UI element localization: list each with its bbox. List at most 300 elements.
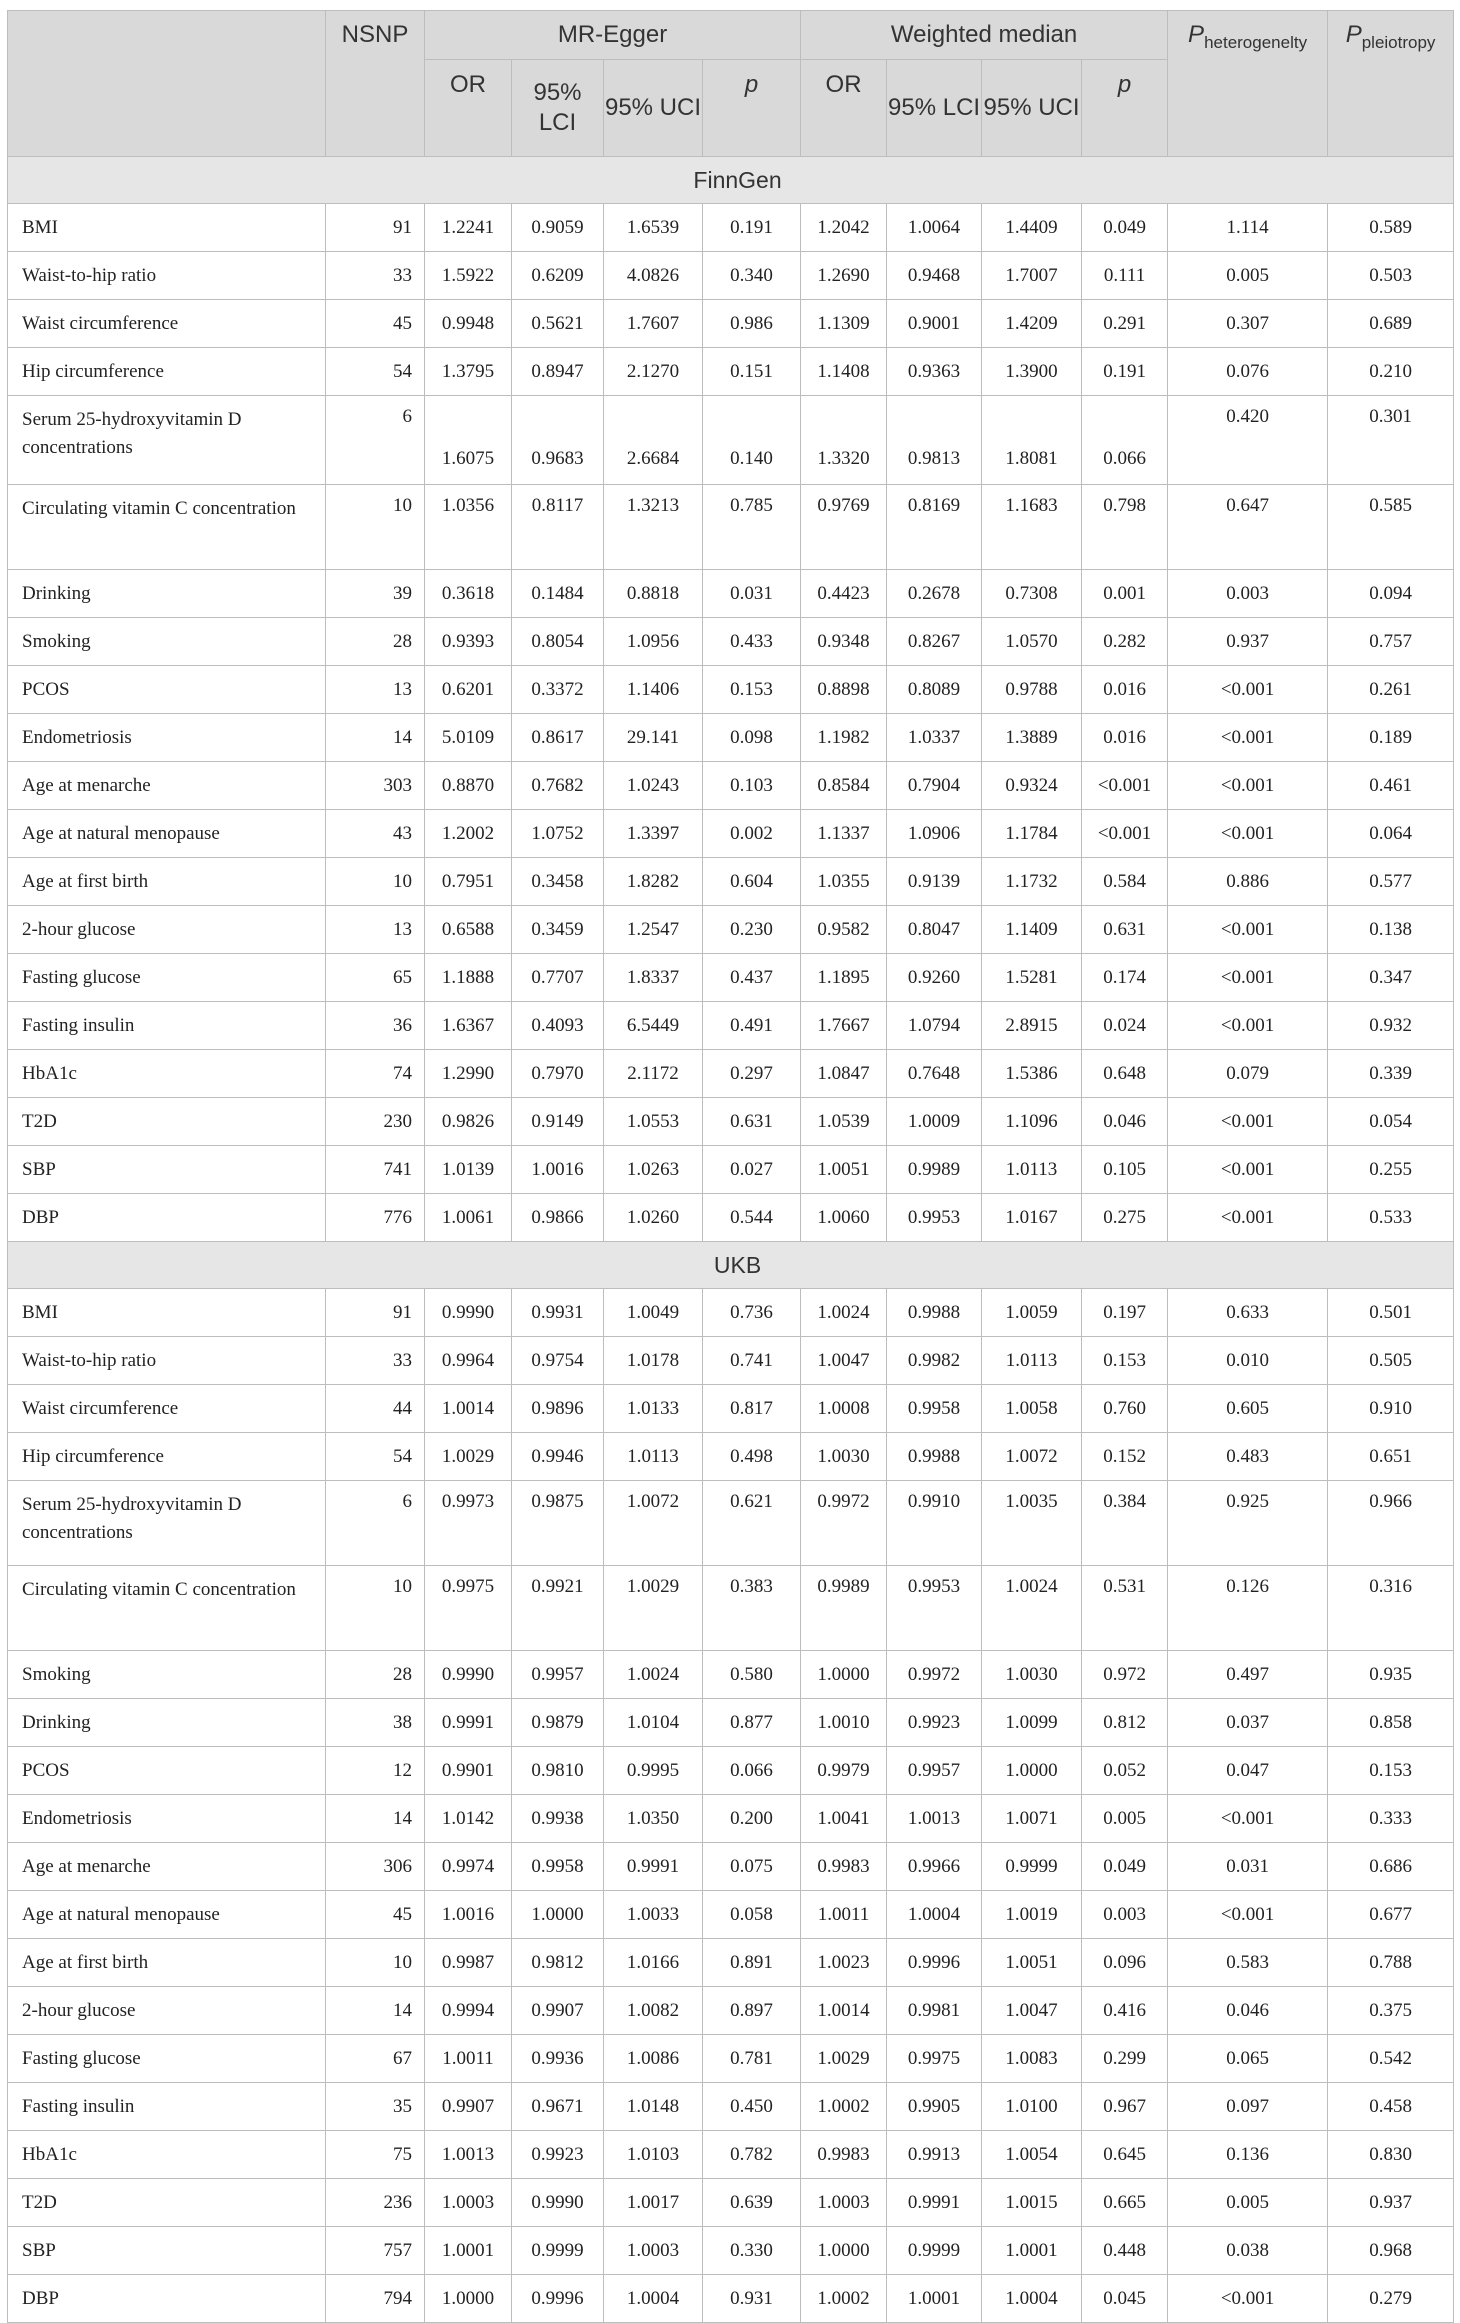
egger-uci-cell: 1.1406 — [604, 666, 703, 714]
p-pleiotropy-cell: 0.301 — [1328, 396, 1454, 485]
table-row — [8, 2179, 1454, 2227]
egger-or-cell: 0.9990 — [425, 1651, 512, 1699]
p-pleiotropy-cell: 0.064 — [1328, 810, 1454, 858]
wm-lci-cell: 1.0001 — [887, 2275, 982, 2323]
egger-uci-cell: 1.0113 — [604, 1433, 703, 1481]
p-pleiotropy-cell: 0.966 — [1328, 1481, 1454, 1566]
wm-or-cell: 1.1309 — [801, 300, 887, 348]
p-pleiotropy-cell: 0.589 — [1328, 204, 1454, 252]
egger-lci-cell: 0.6209 — [512, 252, 604, 300]
p-heterogeneity-cell: 0.005 — [1168, 252, 1328, 300]
egger-or-cell: 0.9990 — [425, 1289, 512, 1337]
trait-cell: HbA1c — [8, 2131, 326, 2179]
header-mr-egger: MR-Egger — [425, 11, 801, 60]
nsnp-cell: 10 — [326, 858, 425, 906]
table-row — [8, 666, 1454, 714]
header-egger-p: p — [703, 60, 801, 157]
egger-or-cell: 0.9973 — [425, 1481, 512, 1566]
table-row — [8, 1939, 1454, 1987]
egger-or-cell: 1.2241 — [425, 204, 512, 252]
wm-or-cell: 1.0060 — [801, 1194, 887, 1242]
trait-cell: Hip circumference — [8, 348, 326, 396]
egger-uci-cell: 6.5449 — [604, 1002, 703, 1050]
wm-or-cell: 1.3320 — [801, 396, 887, 485]
nsnp-cell: 54 — [326, 348, 425, 396]
header-wm-lci: 95% LCI — [887, 60, 982, 157]
egger-p-cell: 0.140 — [703, 396, 801, 485]
trait-cell: Drinking — [8, 570, 326, 618]
wm-lci-cell: 0.9139 — [887, 858, 982, 906]
nsnp-cell: 38 — [326, 1699, 425, 1747]
wm-uci-cell: 1.3889 — [982, 714, 1082, 762]
egger-lci-cell: 0.5621 — [512, 300, 604, 348]
egger-lci-cell: 0.7707 — [512, 954, 604, 1002]
wm-uci-cell: 1.1732 — [982, 858, 1082, 906]
egger-uci-cell: 1.6539 — [604, 204, 703, 252]
egger-uci-cell: 1.0263 — [604, 1146, 703, 1194]
table-row — [8, 2227, 1454, 2275]
nsnp-cell: 14 — [326, 1987, 425, 2035]
wm-uci-cell: 0.9324 — [982, 762, 1082, 810]
wm-uci-cell: 1.0071 — [982, 1795, 1082, 1843]
nsnp-cell: 13 — [326, 666, 425, 714]
table-row — [8, 954, 1454, 1002]
table-row — [8, 1050, 1454, 1098]
wm-p-cell: 0.416 — [1082, 1987, 1168, 2035]
nsnp-cell: 28 — [326, 618, 425, 666]
egger-or-cell: 0.9948 — [425, 300, 512, 348]
wm-or-cell: 0.9769 — [801, 485, 887, 570]
wm-or-cell: 1.0030 — [801, 1433, 887, 1481]
wm-or-cell: 1.0047 — [801, 1337, 887, 1385]
wm-p-cell: 0.191 — [1082, 348, 1168, 396]
egger-p-cell: 0.631 — [703, 1098, 801, 1146]
wm-or-cell: 1.7667 — [801, 1002, 887, 1050]
p-pleiotropy-cell: 0.333 — [1328, 1795, 1454, 1843]
wm-p-cell: 0.275 — [1082, 1194, 1168, 1242]
egger-uci-cell: 1.2547 — [604, 906, 703, 954]
header-egger-uci: 95% UCI — [604, 60, 703, 157]
p-heterogeneity-cell: 0.605 — [1168, 1385, 1328, 1433]
trait-cell: BMI — [8, 1289, 326, 1337]
table-row — [8, 1891, 1454, 1939]
egger-or-cell: 1.0014 — [425, 1385, 512, 1433]
egger-uci-cell: 1.0029 — [604, 1566, 703, 1651]
egger-or-cell: 0.8870 — [425, 762, 512, 810]
trait-cell: Waist circumference — [8, 1385, 326, 1433]
egger-uci-cell: 0.9991 — [604, 1843, 703, 1891]
table-row — [8, 1433, 1454, 1481]
egger-uci-cell: 2.1172 — [604, 1050, 703, 1098]
wm-uci-cell: 1.0167 — [982, 1194, 1082, 1242]
wm-uci-cell: 1.0100 — [982, 2083, 1082, 2131]
table-row — [8, 485, 1454, 570]
p-pleiotropy-cell: 0.937 — [1328, 2179, 1454, 2227]
p-heterogeneity-cell: 0.583 — [1168, 1939, 1328, 1987]
egger-or-cell: 1.0001 — [425, 2227, 512, 2275]
nsnp-cell: 91 — [326, 204, 425, 252]
wm-p-cell: 0.024 — [1082, 1002, 1168, 1050]
p-heterogeneity-cell: 0.097 — [1168, 2083, 1328, 2131]
wm-p-cell: 0.384 — [1082, 1481, 1168, 1566]
egger-p-cell: 0.230 — [703, 906, 801, 954]
wm-p-cell: 0.665 — [1082, 2179, 1168, 2227]
nsnp-cell: 75 — [326, 2131, 425, 2179]
wm-lci-cell: 1.0064 — [887, 204, 982, 252]
trait-cell: Drinking — [8, 1699, 326, 1747]
table-row — [8, 300, 1454, 348]
wm-p-cell: 0.105 — [1082, 1146, 1168, 1194]
wm-lci-cell: 1.0906 — [887, 810, 982, 858]
header-egger-or: OR — [425, 60, 512, 157]
p-pleiotropy-cell: 0.316 — [1328, 1566, 1454, 1651]
egger-or-cell: 1.5922 — [425, 252, 512, 300]
table-row — [8, 618, 1454, 666]
wm-or-cell: 0.9348 — [801, 618, 887, 666]
nsnp-cell: 14 — [326, 714, 425, 762]
wm-p-cell: 0.046 — [1082, 1098, 1168, 1146]
header-p-pleiotropy: $P_{pleiotropy}$ — [1328, 11, 1454, 157]
egger-lci-cell: 0.8117 — [512, 485, 604, 570]
trait-cell: Fasting glucose — [8, 2035, 326, 2083]
wm-lci-cell: 1.0004 — [887, 1891, 982, 1939]
trait-cell: 2-hour glucose — [8, 1987, 326, 2035]
wm-uci-cell: 1.0030 — [982, 1651, 1082, 1699]
p-pleiotropy-cell: 0.503 — [1328, 252, 1454, 300]
p-heterogeneity-cell: <0.001 — [1168, 1098, 1328, 1146]
egger-p-cell: 0.580 — [703, 1651, 801, 1699]
egger-uci-cell: 1.7607 — [604, 300, 703, 348]
p-pleiotropy-cell: 0.830 — [1328, 2131, 1454, 2179]
egger-p-cell: 0.897 — [703, 1987, 801, 2035]
p-pleiotropy-cell: 0.689 — [1328, 300, 1454, 348]
wm-uci-cell: 1.4409 — [982, 204, 1082, 252]
egger-p-cell: 0.877 — [703, 1699, 801, 1747]
wm-or-cell: 0.8898 — [801, 666, 887, 714]
nsnp-cell: 306 — [326, 1843, 425, 1891]
wm-lci-cell: 1.0013 — [887, 1795, 982, 1843]
egger-lci-cell: 0.9946 — [512, 1433, 604, 1481]
egger-p-cell: 0.153 — [703, 666, 801, 714]
wm-uci-cell: 1.5386 — [982, 1050, 1082, 1098]
p-pleiotropy-cell: 0.210 — [1328, 348, 1454, 396]
nsnp-cell: 10 — [326, 1939, 425, 1987]
table-row — [8, 1146, 1454, 1194]
trait-cell: Fasting insulin — [8, 2083, 326, 2131]
wm-p-cell: 0.291 — [1082, 300, 1168, 348]
wm-p-cell: 0.648 — [1082, 1050, 1168, 1098]
p-heterogeneity-cell: 0.886 — [1168, 858, 1328, 906]
egger-uci-cell: 1.0350 — [604, 1795, 703, 1843]
nsnp-cell: 794 — [326, 2275, 425, 2323]
wm-p-cell: 0.016 — [1082, 714, 1168, 762]
wm-p-cell: 0.052 — [1082, 1747, 1168, 1795]
egger-lci-cell: 0.9999 — [512, 2227, 604, 2275]
egger-or-cell: 1.6075 — [425, 396, 512, 485]
egger-p-cell: 0.891 — [703, 1939, 801, 1987]
wm-or-cell: 1.1982 — [801, 714, 887, 762]
p-heterogeneity-cell: 0.420 — [1168, 396, 1328, 485]
table-row — [8, 204, 1454, 252]
egger-p-cell: 0.433 — [703, 618, 801, 666]
wm-or-cell: 1.0023 — [801, 1939, 887, 1987]
trait-cell: Circulating vitamin C concentration — [8, 485, 326, 570]
table-row — [8, 1337, 1454, 1385]
p-pleiotropy-cell: 0.375 — [1328, 1987, 1454, 2035]
egger-lci-cell: 0.9671 — [512, 2083, 604, 2131]
egger-uci-cell: 1.0260 — [604, 1194, 703, 1242]
nsnp-cell: 45 — [326, 300, 425, 348]
p-heterogeneity-cell: 0.925 — [1168, 1481, 1328, 1566]
egger-p-cell: 0.027 — [703, 1146, 801, 1194]
egger-or-cell: 1.0061 — [425, 1194, 512, 1242]
p-heterogeneity-cell: 0.047 — [1168, 1747, 1328, 1795]
egger-or-cell: 1.0016 — [425, 1891, 512, 1939]
p-heterogeneity-cell: <0.001 — [1168, 1002, 1328, 1050]
header-wm-p: p — [1082, 60, 1168, 157]
egger-lci-cell: 0.9812 — [512, 1939, 604, 1987]
wm-or-cell: 1.2042 — [801, 204, 887, 252]
header-wm-uci: 95% UCI — [982, 60, 1082, 157]
p-pleiotropy-cell: 0.932 — [1328, 1002, 1454, 1050]
table-row — [8, 762, 1454, 810]
wm-or-cell: 1.0011 — [801, 1891, 887, 1939]
egger-lci-cell: 0.9149 — [512, 1098, 604, 1146]
nsnp-cell: 43 — [326, 810, 425, 858]
egger-p-cell: 0.450 — [703, 2083, 801, 2131]
trait-cell: Endometriosis — [8, 1795, 326, 1843]
wm-uci-cell: 1.3900 — [982, 348, 1082, 396]
nsnp-cell: 236 — [326, 2179, 425, 2227]
egger-or-cell: 0.7951 — [425, 858, 512, 906]
egger-lci-cell: 0.9990 — [512, 2179, 604, 2227]
p-heterogeneity-cell: <0.001 — [1168, 810, 1328, 858]
wm-or-cell: 1.1337 — [801, 810, 887, 858]
trait-cell: Age at natural menopause — [8, 810, 326, 858]
table-row — [8, 1747, 1454, 1795]
egger-p-cell: 0.785 — [703, 485, 801, 570]
p-pleiotropy-cell: 0.094 — [1328, 570, 1454, 618]
wm-p-cell: 0.645 — [1082, 2131, 1168, 2179]
wm-or-cell: 0.9983 — [801, 2131, 887, 2179]
egger-lci-cell: 0.9754 — [512, 1337, 604, 1385]
egger-p-cell: 0.191 — [703, 204, 801, 252]
p-pleiotropy-cell: 0.461 — [1328, 762, 1454, 810]
egger-uci-cell: 29.141 — [604, 714, 703, 762]
p-pleiotropy-cell: 0.858 — [1328, 1699, 1454, 1747]
p-heterogeneity-cell: 0.010 — [1168, 1337, 1328, 1385]
egger-or-cell: 1.0000 — [425, 2275, 512, 2323]
egger-or-cell: 1.0139 — [425, 1146, 512, 1194]
egger-or-cell: 5.0109 — [425, 714, 512, 762]
trait-cell: Age at first birth — [8, 1939, 326, 1987]
wm-uci-cell: 1.0000 — [982, 1747, 1082, 1795]
wm-lci-cell: 0.9966 — [887, 1843, 982, 1891]
wm-p-cell: 0.111 — [1082, 252, 1168, 300]
egger-p-cell: 0.639 — [703, 2179, 801, 2227]
egger-p-cell: 0.604 — [703, 858, 801, 906]
p-pleiotropy-cell: 0.577 — [1328, 858, 1454, 906]
table-row — [8, 2275, 1454, 2323]
wm-or-cell: 0.4423 — [801, 570, 887, 618]
wm-p-cell: 0.299 — [1082, 2035, 1168, 2083]
nsnp-cell: 45 — [326, 1891, 425, 1939]
table-row — [8, 2083, 1454, 2131]
p-pleiotropy-cell: 0.585 — [1328, 485, 1454, 570]
table-row — [8, 1987, 1454, 2035]
p-heterogeneity-cell: 0.483 — [1168, 1433, 1328, 1481]
wm-lci-cell: 0.9468 — [887, 252, 982, 300]
header-p-heterogeneity: $P_{heterogenelty}$ — [1168, 11, 1328, 157]
egger-lci-cell: 0.9059 — [512, 204, 604, 252]
wm-p-cell: 0.152 — [1082, 1433, 1168, 1481]
egger-p-cell: 0.736 — [703, 1289, 801, 1337]
wm-or-cell: 1.0041 — [801, 1795, 887, 1843]
p-heterogeneity-cell: <0.001 — [1168, 1194, 1328, 1242]
egger-lci-cell: 0.9907 — [512, 1987, 604, 2035]
wm-lci-cell: 0.9001 — [887, 300, 982, 348]
table-row — [8, 906, 1454, 954]
nsnp-cell: 44 — [326, 1385, 425, 1433]
egger-lci-cell: 0.9996 — [512, 2275, 604, 2323]
p-heterogeneity-cell: <0.001 — [1168, 1891, 1328, 1939]
egger-p-cell: 0.781 — [703, 2035, 801, 2083]
wm-uci-cell: 1.0004 — [982, 2275, 1082, 2323]
nsnp-cell: 741 — [326, 1146, 425, 1194]
table-row — [8, 396, 1454, 485]
egger-lci-cell: 0.9938 — [512, 1795, 604, 1843]
wm-uci-cell: 0.9788 — [982, 666, 1082, 714]
p-heterogeneity-cell: <0.001 — [1168, 954, 1328, 1002]
trait-cell: BMI — [8, 204, 326, 252]
nsnp-cell: 36 — [326, 1002, 425, 1050]
nsnp-cell: 776 — [326, 1194, 425, 1242]
egger-or-cell: 1.0011 — [425, 2035, 512, 2083]
trait-cell: Endometriosis — [8, 714, 326, 762]
wm-p-cell: 0.760 — [1082, 1385, 1168, 1433]
p-heterogeneity-cell: <0.001 — [1168, 666, 1328, 714]
egger-or-cell: 1.0356 — [425, 485, 512, 570]
wm-uci-cell: 1.0035 — [982, 1481, 1082, 1566]
p-heterogeneity-cell: 0.307 — [1168, 300, 1328, 348]
table-row — [8, 1795, 1454, 1843]
wm-lci-cell: 0.7904 — [887, 762, 982, 810]
p-heterogeneity-cell: 0.136 — [1168, 2131, 1328, 2179]
wm-p-cell: 0.049 — [1082, 1843, 1168, 1891]
egger-uci-cell: 1.3213 — [604, 485, 703, 570]
egger-p-cell: 0.621 — [703, 1481, 801, 1566]
nsnp-cell: 13 — [326, 906, 425, 954]
wm-p-cell: 0.001 — [1082, 570, 1168, 618]
wm-or-cell: 1.2690 — [801, 252, 887, 300]
p-pleiotropy-cell: 0.788 — [1328, 1939, 1454, 1987]
table-body — [8, 157, 1454, 2323]
trait-cell: Serum 25-hydroxyvitamin D concentrations — [8, 396, 326, 485]
wm-lci-cell: 0.9981 — [887, 1987, 982, 2035]
trait-cell: PCOS — [8, 1747, 326, 1795]
nsnp-cell: 230 — [326, 1098, 425, 1146]
wm-or-cell: 0.9972 — [801, 1481, 887, 1566]
trait-cell: Age at first birth — [8, 858, 326, 906]
egger-p-cell: 0.066 — [703, 1747, 801, 1795]
trait-cell: DBP — [8, 2275, 326, 2323]
wm-p-cell: 0.584 — [1082, 858, 1168, 906]
wm-p-cell: 0.448 — [1082, 2227, 1168, 2275]
trait-cell: SBP — [8, 1146, 326, 1194]
wm-lci-cell: 0.9957 — [887, 1747, 982, 1795]
nsnp-cell: 33 — [326, 252, 425, 300]
table-row — [8, 348, 1454, 396]
wm-lci-cell: 0.8047 — [887, 906, 982, 954]
nsnp-cell: 6 — [326, 396, 425, 485]
nsnp-cell: 39 — [326, 570, 425, 618]
egger-p-cell: 0.075 — [703, 1843, 801, 1891]
table-row — [8, 714, 1454, 762]
p-heterogeneity-cell: 0.031 — [1168, 1843, 1328, 1891]
egger-lci-cell: 0.3459 — [512, 906, 604, 954]
wm-or-cell: 1.0847 — [801, 1050, 887, 1098]
egger-p-cell: 0.817 — [703, 1385, 801, 1433]
egger-uci-cell: 1.0133 — [604, 1385, 703, 1433]
trait-cell: Serum 25-hydroxyvitamin D concentrations — [8, 1481, 326, 1566]
wm-p-cell: 0.531 — [1082, 1566, 1168, 1651]
egger-or-cell: 0.9994 — [425, 1987, 512, 2035]
wm-or-cell: 1.0051 — [801, 1146, 887, 1194]
egger-or-cell: 1.0013 — [425, 2131, 512, 2179]
wm-lci-cell: 1.0337 — [887, 714, 982, 762]
wm-lci-cell: 0.9988 — [887, 1289, 982, 1337]
wm-lci-cell: 0.9813 — [887, 396, 982, 485]
p-pleiotropy-cell: 0.968 — [1328, 2227, 1454, 2275]
trait-cell: Circulating vitamin C concentration — [8, 1566, 326, 1651]
egger-lci-cell: 0.8054 — [512, 618, 604, 666]
wm-uci-cell: 1.0059 — [982, 1289, 1082, 1337]
p-pleiotropy-cell: 0.458 — [1328, 2083, 1454, 2131]
egger-uci-cell: 2.1270 — [604, 348, 703, 396]
wm-or-cell: 1.0002 — [801, 2275, 887, 2323]
p-pleiotropy-cell: 0.054 — [1328, 1098, 1454, 1146]
p-pleiotropy-cell: 0.255 — [1328, 1146, 1454, 1194]
table-row — [8, 1098, 1454, 1146]
egger-lci-cell: 0.9936 — [512, 2035, 604, 2083]
wm-uci-cell: 1.0058 — [982, 1385, 1082, 1433]
wm-uci-cell: 0.9999 — [982, 1843, 1082, 1891]
table-row — [8, 1194, 1454, 1242]
egger-lci-cell: 0.3372 — [512, 666, 604, 714]
table-row — [8, 2035, 1454, 2083]
wm-lci-cell: 0.8169 — [887, 485, 982, 570]
wm-p-cell: 0.153 — [1082, 1337, 1168, 1385]
wm-uci-cell: 1.1409 — [982, 906, 1082, 954]
egger-p-cell: 0.297 — [703, 1050, 801, 1098]
egger-uci-cell: 1.0072 — [604, 1481, 703, 1566]
p-pleiotropy-cell: 0.677 — [1328, 1891, 1454, 1939]
egger-or-cell: 1.0003 — [425, 2179, 512, 2227]
egger-p-cell: 0.340 — [703, 252, 801, 300]
table-row — [8, 1385, 1454, 1433]
trait-cell: Fasting insulin — [8, 1002, 326, 1050]
egger-lci-cell: 0.9879 — [512, 1699, 604, 1747]
egger-lci-cell: 0.9931 — [512, 1289, 604, 1337]
trait-cell: SBP — [8, 2227, 326, 2275]
trait-cell: Waist circumference — [8, 300, 326, 348]
table-row — [8, 1843, 1454, 1891]
egger-or-cell: 1.2002 — [425, 810, 512, 858]
trait-cell: Age at natural menopause — [8, 1891, 326, 1939]
wm-or-cell: 1.1408 — [801, 348, 887, 396]
egger-p-cell: 0.782 — [703, 2131, 801, 2179]
wm-p-cell: <0.001 — [1082, 810, 1168, 858]
